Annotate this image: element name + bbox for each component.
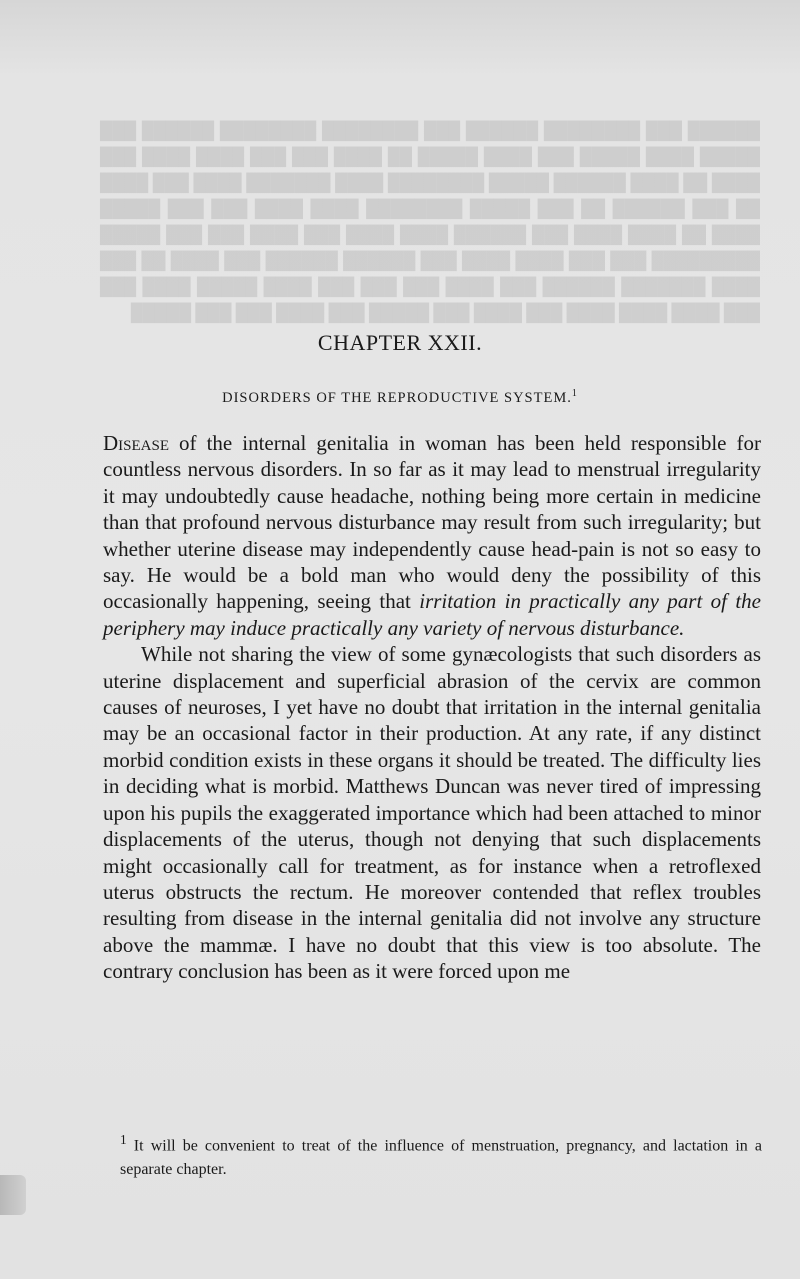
italic-emphasis: irritation in practically any part of the periphery may induce practically any variety of nervous disturbance. bbox=[103, 589, 761, 640]
paragraph-2: While not sharing the view of some gynæcologists that such disorders as uterine displacement and superficial abrasion of the cervix are common causes of neuroses, I yet have no doubt that irritation in the internal genitalia may be an occasional factor in their production. At any rate, if any distinct morbid condition exists in these organs it should be treated. The difficulty lies in deciding what is morbid. Matthews Duncan was never tired of impressing upon his pupils the exaggerated importance which had been attached to minor displacements of the uterus, though not denying that such displacements might occasionally call for treatment, as for instance when a retroflexed uterus obstructs the rectum. He moreover contended that reflex troubles resulting from disease in the internal genitalia did not involve any structure above the mammæ. I have no doubt that this view is too absolute. The contrary conclusion has been as it were forced upon me bbox=[103, 642, 761, 984]
chapter-title: CHAPTER XXII. bbox=[317, 330, 483, 355]
paragraph-1: Disease of the internal genitalia in woman has been held responsible for countless nervous disorders. In so far as it may lead to menstrual irregularity it may undoubtedly cause headache, nothing being more certain in medicine than that profound nervous disturbance may result from such irregularity; but whether uterine disease may independently cause head-pain is not so easy to say. He would be a bold man who would deny the possibility of this occasionally happening, seeing that irritation in practically any part of the periphery may induce practically any variety of nervous disturbance. bbox=[103, 431, 761, 640]
page-edge-binding bbox=[0, 1175, 26, 1215]
bleed-through-text: ██████ ███ ████████ ██████ ███ ████████ ████████ ██████ ███ █████ ████ █████ ███ ████ █████ ██ ████ ███ ███ ████ ████ ███ ████ ██ ████ ██████ █████ ████████ ████ ███████ ████ ███ ████ ██ ███ ██████ ██ ███ █████ ████████ ████ ████ ███ ███ █████ ████ ██ ████ ████ ███ ██████ ████ ████ ███ ████ ███ ███ █████ █████████ ███ ███ ████ ████ ███ ██████ ██████ ███ ████ ██ ███ ████ ███████ ██████ ███ ████ ███ ███ ███ ████ █████ ████ ███ ███ ████ ████ ████ ███ ████ ███ █████ ███ ████ ███ ███ █████ bbox=[100, 121, 760, 322]
footnote bbox=[120, 1128, 762, 1182]
lead-word: Disease bbox=[103, 431, 170, 455]
footnote-marker: 1 bbox=[120, 1132, 127, 1147]
footnote-text: It will be convenient to treat of the influence of menstruation, pregnancy, and lactation in a separate chapter. bbox=[120, 1137, 763, 1179]
footnote-reference: 1 bbox=[571, 388, 578, 399]
chapter-subtitle: DISORDERS OF THE REPRODUCTIVE SYSTEM.$^1$ bbox=[222, 388, 578, 406]
body-text bbox=[103, 430, 761, 985]
